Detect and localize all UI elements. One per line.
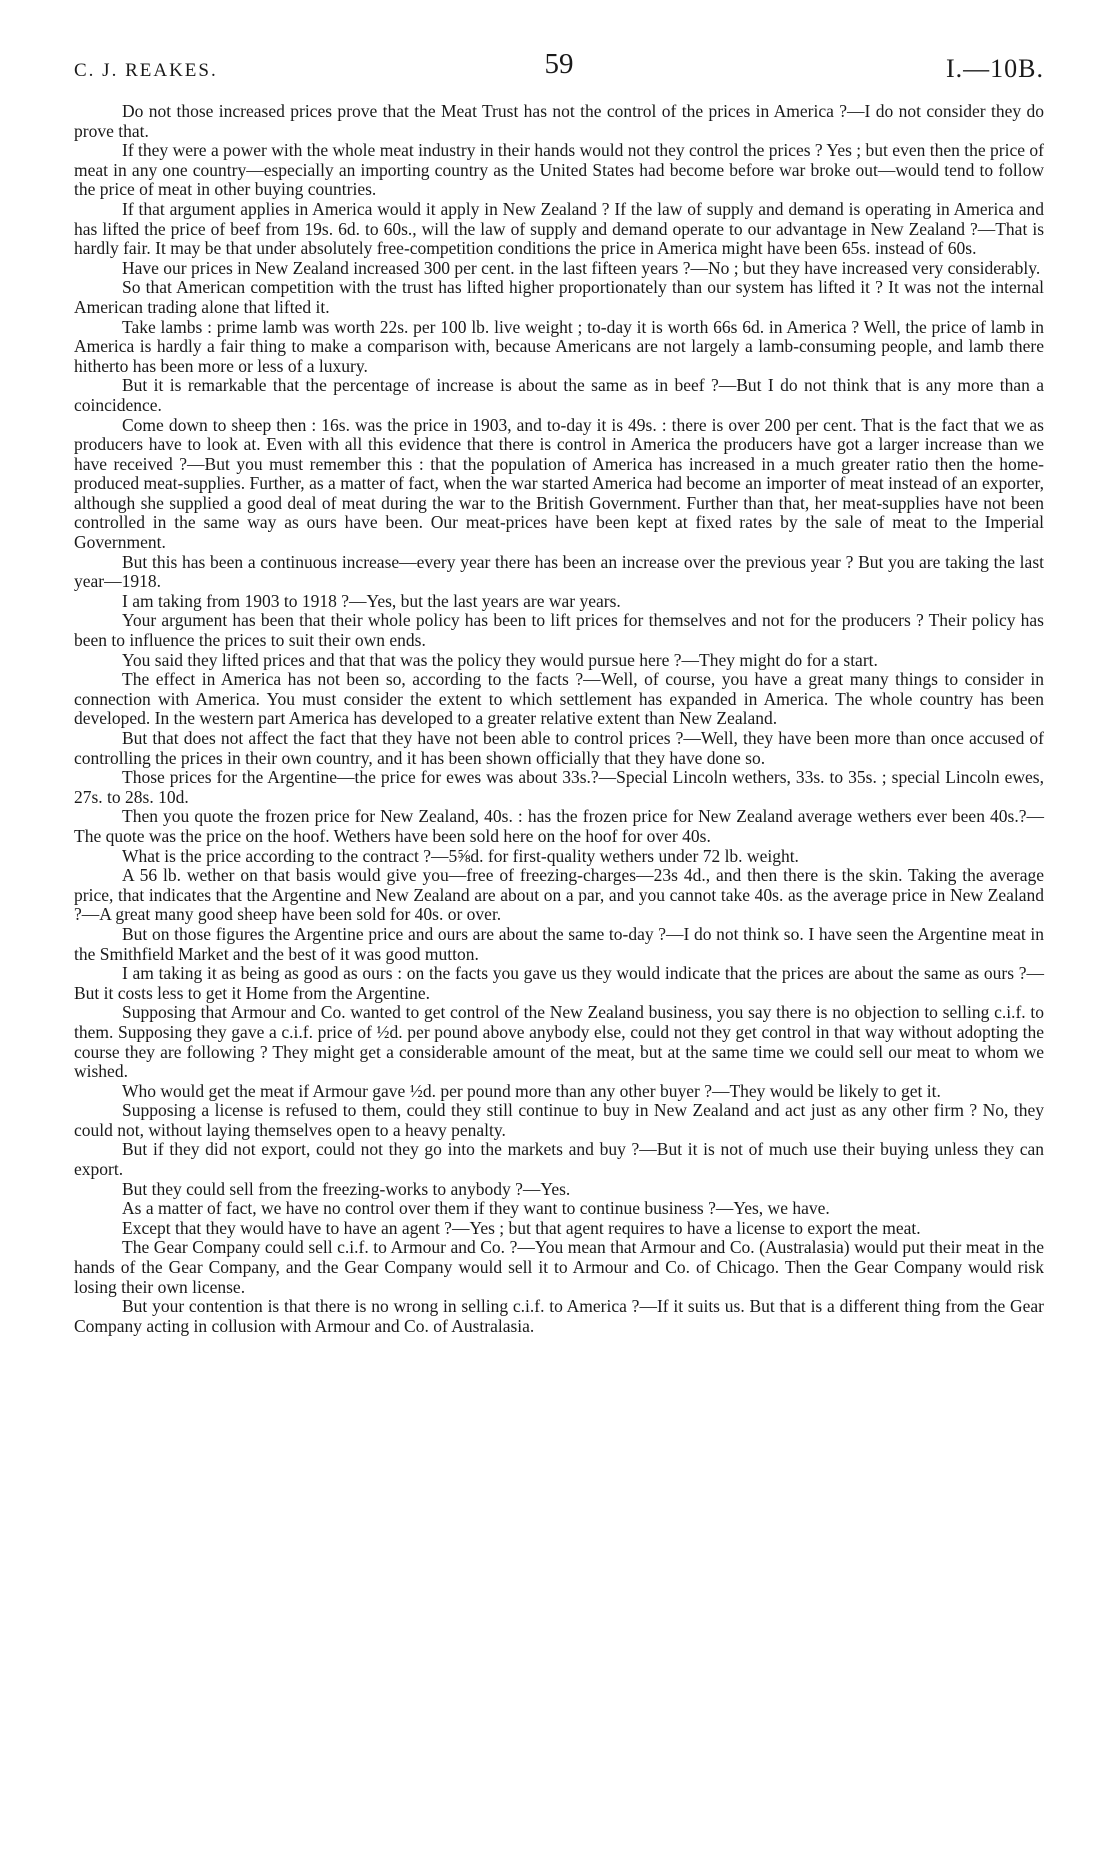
paragraph: But if they did not export, could not they go into the markets and buy ?—But it is not of much use their buying unless they can export. xyxy=(74,1139,1044,1180)
paragraph: Come down to sheep then : 16s. was the price in 1903, and to-day it is 49s. : there is over 200 per cent. That is the fact that we as producers have to look at. Even with all this evidence that there is control in America the producers have got a larger increase than we have received ?—But you must remember this : that the population of America has increased in a much greater ratio then the home-produced meat-supplies. Further, as a matter of fact, when the war started America had become an importer of meat instead of an exporter, although she supplied a good deal of meat during the war to the British Government. Further than that, her meat-supplies have not been controlled in the same way as ours have been. Our meat-prices have been kept at fixed rates by the sale of meat to the Imperial Government. xyxy=(74,414,1044,553)
paragraph: Have our prices in New Zealand increased 300 per cent. in the last fifteen years ?—No ; but they have increased very considerably. xyxy=(122,257,1041,278)
paragraph: The effect in America has not been so, according to the facts ?—Well, of course, you have a great many things to consider in connection with America. You must consider the extent to which settlement has expanded in America. The whole country has been developed. In the western part America has developed to a greater relative extent than New Zealand. xyxy=(74,669,1044,729)
paragraph: What is the price according to the contract ?—5⅝d. for first-quality wethers under 72 lb. weight. xyxy=(122,845,799,866)
paragraph: But this has been a continuous increase—every year there has been an increase over the previous year ? But you are taking the last year—1918. xyxy=(74,551,1044,592)
paragraph: A 56 lb. wether on that basis would give you—free of freezing-charges—23s 4d., and then there is the skin. Taking the average price, that indicates that the Argentine and New Zealand are about on a par, and you cannot take 40s. as the average price in New Zealand ?—A great many good sheep have been sold for 40s. or over. xyxy=(74,865,1044,925)
paragraph: The Gear Company could sell c.i.f. to Armour and Co. ?—You mean that Armour and Co. (Australasia) would put their meat in the hands of the Gear Company, and the Gear Company would sell it to Armour and Co. of Chicago. Then the Gear Company would risk losing their own license. xyxy=(74,1237,1044,1297)
paragraph: Supposing that Armour and Co. wanted to get control of the New Zealand business, you say there is no objection to selling c.i.f. to them. Supposing they gave a c.i.f. price of ½d. per pound above anybody else, could not they get control in that way without adopting the course they are following ? They might get a considerable amount of the meat, but at the same time we could sell our meat to whom we wished. xyxy=(74,1002,1044,1082)
paragraph: So that American competition with the trust has lifted higher proportionately than our system has lifted it ? It was not the internal American trading alone that lifted it. xyxy=(74,277,1044,317)
paragraph: But that does not affect the fact that they have not been able to control prices ?—Well, they have been more than once accused of controlling the prices in their own country, and it has been shown officially that they have done so. xyxy=(74,728,1044,768)
paragraph: Your argument has been that their whole policy has been to lift prices for themselves and not for the producers ? Their policy has been to influence the prices to suit their own ends. xyxy=(74,610,1044,651)
paragraph: But on those figures the Argentine price and ours are about the same to-day ?—I do not think so. I have seen the Argentine meat in the Smithfield Market and the best of it was good mutton. xyxy=(74,923,1044,964)
paragraph: But your contention is that there is no wrong in selling c.i.f. to America ?—If it suits us. But that is a different thing from the Gear Company acting in collusion with Armour and Co. of Australasia. xyxy=(74,1296,1044,1336)
document-body xyxy=(74,102,1044,1336)
paragraph: I am taking from 1903 to 1918 ?—Yes, but the last years are war years. xyxy=(122,590,621,611)
paragraph: If that argument applies in America would it apply in New Zealand ? If the law of supply and demand is operating in America and has lifted the price of beef from 19s. 6d. to 60s., will the law of supply and demand operate to our advantage in New Zealand ?—That is hardly fair. It may be that under absolutely free-competition conditions the price in America might have been 65s. instead of 60s. xyxy=(74,198,1044,259)
paragraph: But it is remarkable that the percentage of increase is about the same as in beef ?—But I do not think that is any more than a coincidence. xyxy=(74,375,1044,415)
paragraph: I am taking it as being as good as ours : on the facts you gave us they would indicate that the prices are about the same as ours ?—But it costs less to get it Home from the Argentine. xyxy=(74,963,1044,1003)
page-number: 59 xyxy=(544,48,574,80)
paragraph: Then you quote the frozen price for New Zealand, 40s. : has the frozen price for New Zealand average wethers ever been 40s.?—The quote was the price on the hoof. Wethers have been sold here on the hoof for over 40s. xyxy=(74,806,1044,846)
paragraph: Those prices for the Argentine—the price for ewes was about 33s.?—Special Lincoln wethers, 33s. to 35s. ; special Lincoln ewes, 27s. to 28s. 10d. xyxy=(74,767,1044,807)
paragraph: Take lambs : prime lamb was worth 22s. per 100 lb. live weight ; to-day it is worth 66s 6d. in America ? Well, the price of lamb in America is hardly a fair thing to make a comparison with, because Americans are not largely a lamb-consuming people, and lamb there hitherto has been more or less of a luxury. xyxy=(74,316,1044,376)
paragraph: But they could sell from the freezing-works to anybody ?—Yes. xyxy=(122,1178,571,1199)
page-header xyxy=(74,44,1044,84)
paragraph: Supposing a license is refused to them, could they still continue to buy in New Zealand and act just as any other firm ? No, they could not, without laying themselves open to a heavy penalty. xyxy=(74,1100,1044,1140)
paragraph: If they were a power with the whole meat industry in their hands would not they control the prices ? Yes ; but even then the price of meat in any one country—especially an importing country as the United States had become before war broke out—would tend to follow the price of meat in other buying countries. xyxy=(74,140,1044,200)
paragraph: Who would get the meat if Armour gave ½d. per pound more than any other buyer ?—They would be likely to get it. xyxy=(122,1080,941,1101)
paragraph: You said they lifted prices and that that was the policy they would pursue here ?—They might do for a start. xyxy=(122,649,878,670)
paragraph: Except that they would have to have an agent ?—Yes ; but that agent requires to have a license to export the meat. xyxy=(122,1217,921,1238)
paragraph: As a matter of fact, we have no control over them if they want to continue business ?—Yes, we have. xyxy=(122,1198,830,1219)
header-paper-reference: I.—10B. xyxy=(946,54,1044,83)
paragraph: Do not those increased prices prove that the Meat Trust has not the control of the prices in America ?—I do not consider they do prove that. xyxy=(74,101,1044,141)
header-witness-name: C. J. REAKES. xyxy=(74,60,218,81)
